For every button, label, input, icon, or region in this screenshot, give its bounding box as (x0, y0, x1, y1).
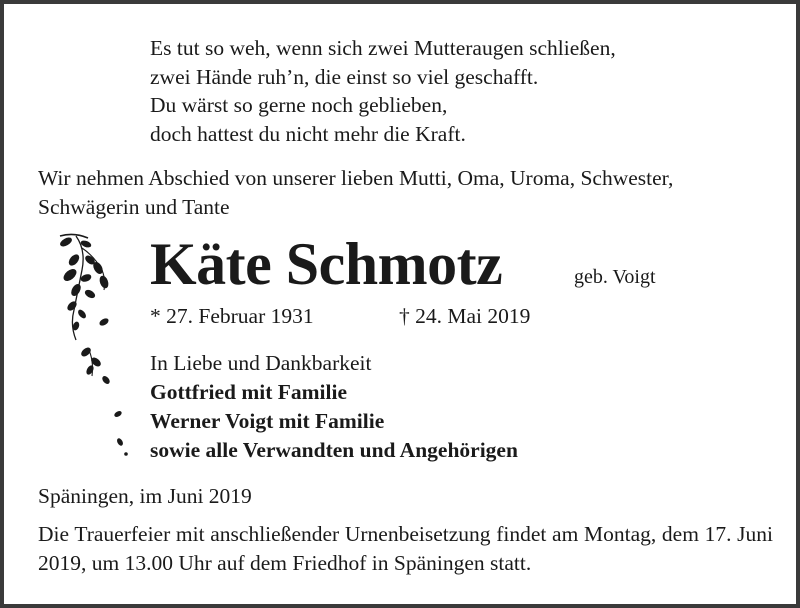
mourners (150, 349, 518, 465)
poem-line: zwei Hände ruh’n, die einst so viel geschafft. (150, 64, 539, 89)
poem-line: Du wärst so gerne noch geblieben, (150, 93, 448, 117)
poem-line: Es tut so weh, wenn sich zwei Mutteraugen schließen, (150, 36, 616, 60)
funeral-notice: Die Trauerfeier mit anschließender Urnenbeisetzung findet am Montag, dem 17. Juni 2019, um 13.00 Uhr auf dem Friedhof in Späningen statt. (38, 522, 773, 575)
poem-line: doch hattest du nicht mehr die Kraft. (150, 121, 466, 146)
birth-date: * 27. Februar 1931 (150, 304, 314, 328)
farewell-intro: Wir nehmen Abschied von unserer lieben Mutti, Oma, Uroma, Schwester, Schwägerin und Tante (38, 166, 674, 219)
leaf-branch-icon (52, 230, 132, 470)
maiden-name: geb. Voigt (574, 266, 656, 288)
place-date: Späningen, im Juni 2019 (38, 484, 252, 508)
death-date: † 24. Mai 2019 (399, 304, 531, 328)
deceased-name: Käte Schmotz (150, 231, 503, 297)
poem (150, 34, 616, 148)
mourner-name: sowie alle Verwandten und Angehörigen (150, 438, 518, 462)
mourner-name: Werner Voigt mit Familie (150, 409, 385, 433)
mourners-intro: In Liebe und Dankbarkeit (150, 351, 372, 375)
mourner-name: Gottfried mit Familie (150, 380, 348, 404)
